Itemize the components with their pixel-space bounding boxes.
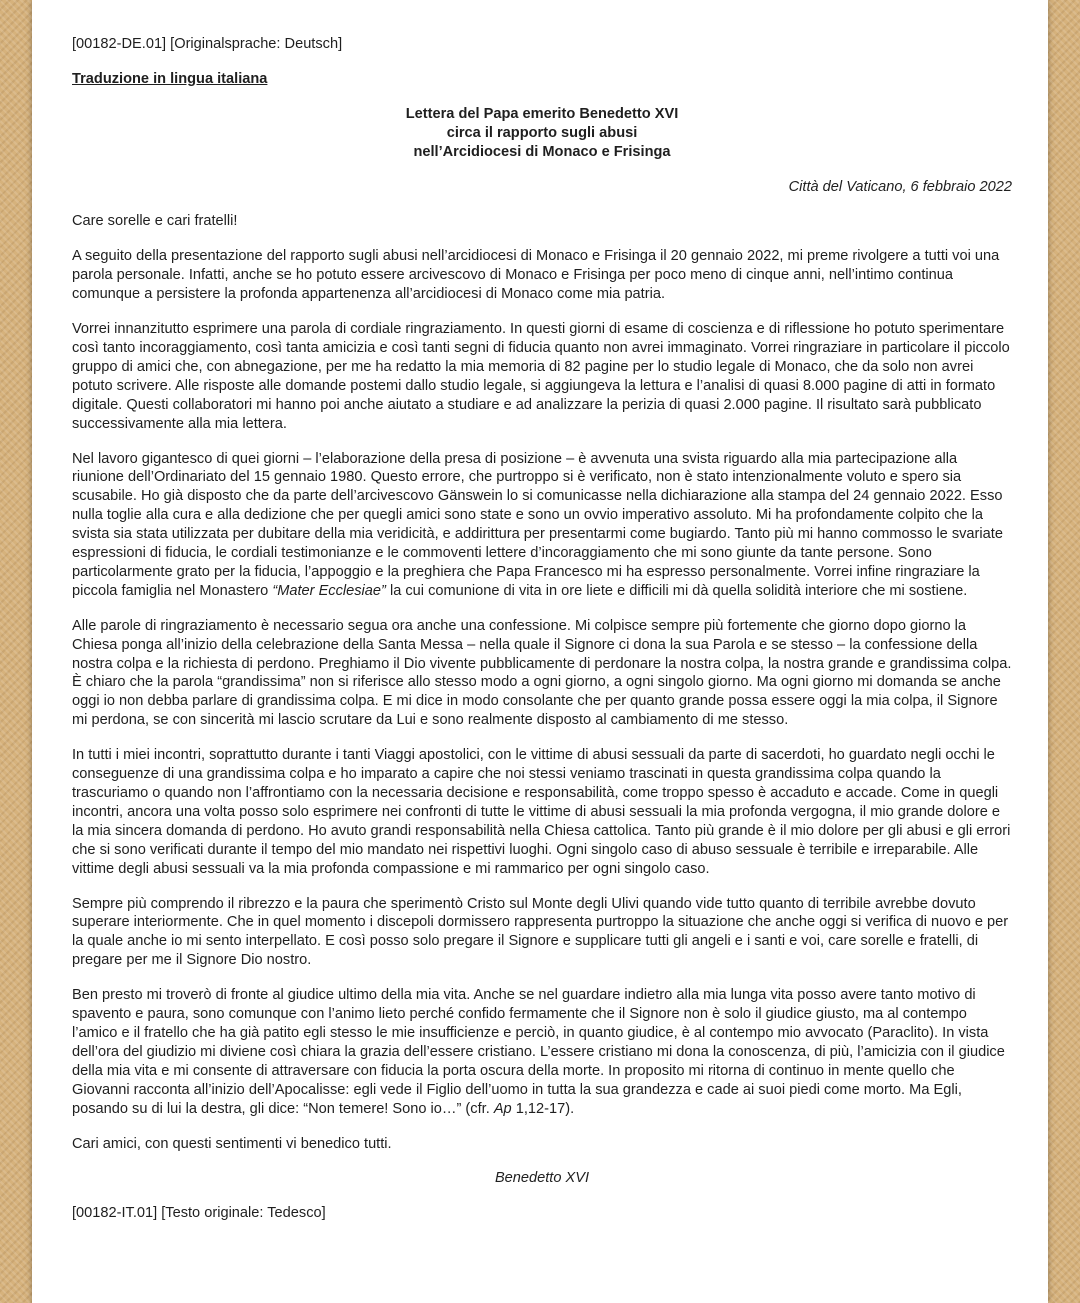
paper-frame-right xyxy=(1048,0,1080,1303)
place-date: Città del Vaticano, 6 febbraio 2022 xyxy=(788,178,1012,195)
closing-line: Cari amici, con questi sentimenti vi benedico tutti. xyxy=(72,1135,392,1152)
paragraph-5: In tutti i miei incontri, soprattutto durante i tanti Viaggi apostolici, con le vittime di abusi sessuali da parte di sacerdoti, ho guardato negli occhi le conseguenze di una grandissima colpa e ho imparato a capire che noi stessi veniamo trascinati in questa grandissima colpa quando la trascuriamo o quando non l’affrontiamo con la necessaria decisione e responsabilità, come troppo spesso è accaduto e accade. Come in quegli incontri, ancora una volta posso solo esprimere nei confronti di tutte le vittime di abusi sessuali la mia profonda vergogna, il mio grande dolore e la mia sincera domanda di perdono. Ho avuto grandi responsabilità nella Chiesa cattolica. Tanto più grande è il mio dolore per gli abusi e gli errori che si sono verificati durante il tempo del mio mandato nei rispettivi luoghi. Ogni singolo caso di abuso sessuale è terribile e irreparabile. Alle vittime degli abusi sessuali va la mia profonda compassione e mi rammarico per ogni singolo caso. xyxy=(72,747,1011,877)
paragraph-7 xyxy=(72,986,1012,1118)
title-line: nell’Arcidiocesi di Monaco e Frisinga xyxy=(413,143,671,160)
greeting: Care sorelle e cari fratelli! xyxy=(72,213,238,230)
paragraph-1: A seguito della presentazione del rapporto sugli abusi nell’arcidiocesi di Monaco e Frisinga il 20 gennaio 2022, mi preme rivolgere a tutti voi una parola personale. Infatti, anche se ho potuto essere arcivescovo di Monaco e Frisinga per poco meno di cinque anni, nell’intimo continua comunque a persistere la profonda appartenenza all’arcidiocesi di Monaco come mia patria. xyxy=(72,248,1000,303)
letter-title xyxy=(72,105,1012,162)
title-line: circa il rapporto sugli abusi xyxy=(446,124,638,141)
paragraph-3-text-end: la cui comunione di vita in ore liete e difficili mi dà quella solidità interiore che mi sostiene. xyxy=(385,582,968,599)
signature: Benedetto XVI xyxy=(494,1170,590,1187)
paragraph-4: Alle parole di ringraziamento è necessario segua ora anche una confessione. Mi colpisce sempre più fortemente che giorno dopo giorno la Chiesa ponga all’inizio della celebrazione della Santa Messa – nella quale il Signore ci dona la sua Parola e se stesso – la confessione della nostra colpa e la richiesta di perdono. Preghiamo il Dio vivente pubblicamente di perdonare la nostra colpa, la nostra grande e grandissima colpa. È chiaro che la parola “grandissima” non si riferisce allo stesso modo a ogni giorno, a ogni singolo giorno. Ma ogni giorno mi domanda se anche oggi io non debba parlare di grandissima colpa. E mi dice in modo consolante che per quanto grande possa essere oggi la mia colpa, il Signore mi perdona, se con sincerità mi lascio scrutare da Lui e sono realmente disposto al cambiamento di me stesso. xyxy=(72,617,1012,729)
header-reference: [00182-DE.01] [Originalsprache: Deutsch] xyxy=(72,36,343,52)
paragraph-7-italic: Ap xyxy=(493,1100,512,1117)
footer-reference: [00182-IT.01] [Testo originale: Tedesco] xyxy=(72,1205,326,1222)
document-page xyxy=(32,0,1048,1303)
paragraph-6: Sempre più comprendo il ribrezzo e la paura che sperimentò Cristo sul Monte degli Ulivi quando vide tutto quanto di terribile avrebbe dovuto superare interiormente. Che in quel momento i discepoli dormissero rappresenta purtroppo la situazione che anche oggi si verifica di nuovo e per la quale anche io mi sento interpellato. E così posso solo pregare il Signore e supplicare tutti gli angeli e i santi e voi, care sorelle e fratelli, di pregare per me il Signore Dio nostro. xyxy=(72,895,1009,969)
paragraph-2: Vorrei innanzitutto esprimere una parola di cordiale ringraziamento. In questi giorni di esame di coscienza e di riflessione ho potuto sperimentare così tanto incoraggiamento, così tanta amicizia e così tanti segni di fiducia quanto non avrei immaginato. Vorrei ringraziare in particolare il piccolo gruppo di amici che, con abnegazione, per me ha redatto la mia memoria di 82 pagine per lo studio legale di Monaco, che da solo non avrei potuto scrivere. Alle risposte alle domande postemi dallo studio legale, si aggiungeva la lettura e l’analisi di quasi 8.000 pagine di atti in formato digitale. Questi collaboratori mi hanno poi anche aiutato a studiare e ad analizzare la perizia di quasi 2.000 pagine. Il risultato sarà pubblicato successivamente alla mia lettera. xyxy=(72,321,1010,432)
paragraph-7-text-end: 1,12-17). xyxy=(511,1100,575,1117)
paragraph-3-italic: “Mater Ecclesiae” xyxy=(272,582,386,599)
paragraph-3 xyxy=(72,450,1012,601)
paragraph-7-text: Ben presto mi troverò di fronte al giudice ultimo della mia vita. Anche se nel guardare indietro alla mia lunga vita posso avere tanto motivo di spavento e paura, sono comunque con l’animo lieto perché confido fermamente che il Signore non è solo il giudice giusto, ma al contempo l’amico e il fratello che ha già patito egli stesso le mie insufficienze e perciò, in quanto giudice, è al contempo mio avvocato (Paraclito). In vista dell’ora del giudizio mi diviene così chiara la grazia dell’essere cristiano. L’essere cristiano mi dona la conoscenza, di più, l’amicizia con il giudice della mia vita e mi consente di attraversare con fiducia la porta oscura della morte. In proposito mi ritorna di continuo in mente quello che Giovanni racconta all’inizio dell’Apocalisse: egli vede il Figlio dell’uomo in tutta la sua grandezza e cade ai suoi piedi come morto. Ma Egli, posando su di lui la destra, gli dice: “Non temere! Sono io…” (cfr. xyxy=(72,987,1005,1117)
translation-subtitle: Traduzione in lingua italiana xyxy=(72,70,268,87)
document-content xyxy=(72,35,1012,1223)
paper-frame-left xyxy=(0,0,32,1303)
paragraph-3-text: Nel lavoro gigantesco di quei giorni – l’elaborazione della presa di posizione – è avvenuta una svista riguardo alla mia partecipazione alla riunione dell’Ordinariato del 15 gennaio 1980. Questo errore, che purtroppo si è verificato, non è stato intenzionalmente voluto e spero sia scusabile. Ho già disposto che da parte dell’arcivescovo Gänswein lo si comunicasse nella dichiarazione alla stampa del 24 gennaio 2022. Esso nulla toglie alla cura e alla dedizione che per quegli amici sono state e sono un ovvio imperativo assoluto. Mi ha profondamente colpito che la svista sia stata utilizzata per dubitare della mia veridicità, e addirittura per presentarmi come bugiardo. Tanto più mi hanno commosso le svariate espressioni di fiducia, le cordiali testimonianze e le commoventi lettere d’incoraggiamento che mi sono giunte da tante persone. Sono particolarmente grato per la fiducia, l’appoggio e la preghiera che Papa Francesco mi ha espresso personalmente. Vorrei infine ringraziare la piccola famiglia nel Monastero xyxy=(72,450,1003,599)
title-line: Lettera del Papa emerito Benedetto XVI xyxy=(405,105,679,122)
